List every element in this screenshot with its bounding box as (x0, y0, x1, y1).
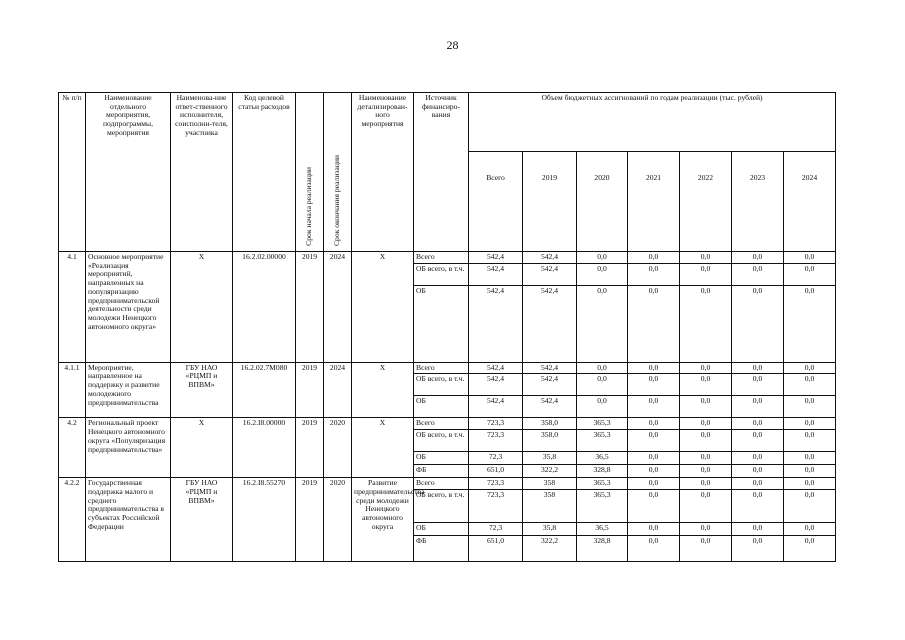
row-value: 542,4 (523, 263, 577, 285)
header-year: 2022 (680, 152, 732, 252)
row-value: 651,0 (469, 465, 523, 478)
row-value: 0,0 (784, 418, 836, 430)
header-year: 2024 (784, 152, 836, 252)
row-value: 0,0 (577, 252, 628, 264)
row-value: 0,0 (680, 535, 732, 561)
row-value: 723,3 (469, 418, 523, 430)
row-value: 0,0 (680, 478, 732, 490)
row-value: 0,0 (732, 430, 784, 452)
row-value: 0,0 (784, 489, 836, 522)
row-source: Всего (414, 362, 469, 374)
row-end: 2020 (324, 478, 352, 562)
row-value: 0,0 (680, 522, 732, 535)
row-value: 0,0 (732, 285, 784, 362)
row-value: 328,8 (577, 465, 628, 478)
row-value: 542,4 (469, 362, 523, 374)
row-value: 35,8 (523, 452, 577, 465)
row-code: 16.2.I8.55270 (233, 478, 296, 562)
row-value: 0,0 (784, 430, 836, 452)
header-start: Срок начала реализации (304, 167, 314, 246)
row-value: 0,0 (628, 535, 680, 561)
row-value: 0,0 (680, 263, 732, 285)
row-value: 542,4 (523, 374, 577, 396)
row-source: ОБ (414, 452, 469, 465)
row-code: 16.2.02.00000 (233, 252, 296, 363)
row-value: 0,0 (732, 374, 784, 396)
header-source: Источник финансиро-вания (414, 93, 469, 252)
row-source: ФБ (414, 465, 469, 478)
row-executor: X (171, 418, 233, 478)
row-value: 0,0 (784, 396, 836, 418)
row-value: 651,0 (469, 535, 523, 561)
row-value: 328,8 (577, 535, 628, 561)
row-source: Всего (414, 418, 469, 430)
row-value: 0,0 (628, 452, 680, 465)
row-detail: X (352, 362, 414, 418)
row-value: 36,5 (577, 452, 628, 465)
page-number: 28 (446, 38, 459, 52)
row-start: 2019 (296, 362, 324, 418)
row-executor: X (171, 252, 233, 363)
row-end: 2024 (324, 362, 352, 418)
row-value: 0,0 (577, 263, 628, 285)
row-value: 0,0 (784, 362, 836, 374)
header-year: 2021 (628, 152, 680, 252)
row-value: 365,3 (577, 430, 628, 452)
row-value: 0,0 (628, 374, 680, 396)
row-value: 0,0 (628, 263, 680, 285)
row-source: Всего (414, 478, 469, 490)
row-num: 4.1.1 (59, 362, 86, 418)
row-value: 723,3 (469, 430, 523, 452)
header-year: 2023 (732, 152, 784, 252)
row-value: 0,0 (784, 478, 836, 490)
row-value: 0,0 (628, 252, 680, 264)
row-source: ОБ всего, в т.ч. (414, 374, 469, 396)
row-source: ОБ всего, в т.ч. (414, 489, 469, 522)
header-detail: Наименование детализирован-ного мероприятия (352, 93, 414, 252)
row-value: 0,0 (680, 418, 732, 430)
row-value: 542,4 (469, 263, 523, 285)
row-value: 0,0 (732, 362, 784, 374)
row-value: 365,3 (577, 478, 628, 490)
row-value: 0,0 (680, 396, 732, 418)
header-year: Всего (469, 152, 523, 252)
row-value: 0,0 (577, 362, 628, 374)
row-start: 2019 (296, 478, 324, 562)
row-value: 322,2 (523, 535, 577, 561)
row-detail: X (352, 418, 414, 478)
row-value: 0,0 (732, 252, 784, 264)
row-start: 2019 (296, 418, 324, 478)
row-num: 4.2.2 (59, 478, 86, 562)
row-value: 72,3 (469, 522, 523, 535)
row-name: Основное мероприятие «Реализация мероприятий, направленных на популяризацию предпринимательской деятельности среди молодежи Ненецкого автономного округа» (86, 252, 171, 363)
row-value: 36,5 (577, 522, 628, 535)
row-value: 0,0 (784, 535, 836, 561)
row-value: 358,0 (523, 418, 577, 430)
row-value: 0,0 (628, 430, 680, 452)
row-value: 542,4 (469, 252, 523, 264)
row-value: 0,0 (628, 522, 680, 535)
row-value: 723,3 (469, 489, 523, 522)
row-value: 0,0 (680, 374, 732, 396)
row-value: 0,0 (577, 374, 628, 396)
row-value: 542,4 (469, 285, 523, 362)
row-value: 358 (523, 489, 577, 522)
row-start: 2019 (296, 252, 324, 363)
row-value: 0,0 (680, 430, 732, 452)
row-name: Мероприятие, направленное на поддержку и развитие молодежного предпринимательства (86, 362, 171, 418)
row-value: 0,0 (680, 252, 732, 264)
row-value: 0,0 (732, 465, 784, 478)
row-value: 723,3 (469, 478, 523, 490)
row-code: 16.2.I8.00000 (233, 418, 296, 478)
row-value: 542,4 (523, 285, 577, 362)
row-value: 0,0 (577, 285, 628, 362)
row-value: 0,0 (628, 396, 680, 418)
row-source: ОБ (414, 522, 469, 535)
header-year: 2020 (577, 152, 628, 252)
header-year: 2019 (523, 152, 577, 252)
row-value: 0,0 (784, 465, 836, 478)
row-value: 358 (523, 478, 577, 490)
row-name: Региональный проект Ненецкого автономного округа «Популяризация предпринимательства» (86, 418, 171, 478)
header-num: № п/п (59, 93, 86, 252)
row-value: 0,0 (680, 452, 732, 465)
header-code: Код целевой статьи расходов (233, 93, 296, 252)
table-row (59, 478, 836, 490)
row-value: 0,0 (732, 522, 784, 535)
row-value: 0,0 (680, 362, 732, 374)
row-source: ОБ всего, в т.ч. (414, 430, 469, 452)
budget-table (58, 92, 836, 562)
row-value: 365,3 (577, 489, 628, 522)
header-executor: Наименова-ние ответ-ственного исполнителя, соисполни-теля, участника (171, 93, 233, 252)
row-value: 0,0 (680, 465, 732, 478)
row-source: ОБ (414, 285, 469, 362)
row-name: Государственная поддержка малого и среднего предпринимательства в субъектах Российской Федерации (86, 478, 171, 562)
row-value: 0,0 (732, 452, 784, 465)
row-value: 0,0 (732, 418, 784, 430)
row-value: 0,0 (784, 522, 836, 535)
row-end: 2024 (324, 252, 352, 363)
row-value: 0,0 (628, 465, 680, 478)
row-num: 4.2 (59, 418, 86, 478)
row-value: 35,8 (523, 522, 577, 535)
row-value: 0,0 (680, 489, 732, 522)
row-value: 542,4 (523, 396, 577, 418)
row-value: 0,0 (732, 535, 784, 561)
row-value: 0,0 (732, 263, 784, 285)
row-code: 16.2.02.7М080 (233, 362, 296, 418)
row-value: 0,0 (628, 285, 680, 362)
row-value: 0,0 (628, 489, 680, 522)
row-value: 365,3 (577, 418, 628, 430)
row-detail: X (352, 252, 414, 363)
header-end: Срок окончания реализации (332, 154, 342, 246)
row-value: 542,4 (469, 396, 523, 418)
row-value: 542,4 (523, 362, 577, 374)
row-value: 0,0 (680, 285, 732, 362)
row-detail: Развитие предпринимательства среди молодежи Ненецкого автономного округа (352, 478, 414, 562)
row-value: 0,0 (784, 285, 836, 362)
row-end: 2020 (324, 418, 352, 478)
row-source: Всего (414, 252, 469, 264)
header-volume: Объем бюджетных ассигнований по годам реализации (тыс. рублей) (469, 93, 836, 152)
row-value: 358,0 (523, 430, 577, 452)
row-value: 0,0 (628, 362, 680, 374)
budget-table-body (59, 252, 836, 562)
row-value: 0,0 (784, 452, 836, 465)
row-value: 0,0 (732, 478, 784, 490)
row-source: ОБ всего, в т.ч. (414, 263, 469, 285)
row-value: 0,0 (732, 396, 784, 418)
table-row (59, 418, 836, 430)
row-value: 0,0 (732, 489, 784, 522)
row-value: 542,4 (469, 374, 523, 396)
row-value: 0,0 (784, 374, 836, 396)
table-row (59, 362, 836, 374)
row-num: 4.1 (59, 252, 86, 363)
row-value: 0,0 (577, 396, 628, 418)
row-executor: ГБУ НАО «РЦМП и ВПВМ» (171, 362, 233, 418)
row-value: 72,3 (469, 452, 523, 465)
row-value: 542,4 (523, 252, 577, 264)
row-source: ФБ (414, 535, 469, 561)
row-value: 322,2 (523, 465, 577, 478)
row-executor: ГБУ НАО «РЦМП и ВПВМ» (171, 478, 233, 562)
row-source: ОБ (414, 396, 469, 418)
row-value: 0,0 (784, 263, 836, 285)
table-row (59, 252, 836, 264)
header-name: Наименование отдельного мероприятия, подпрограммы, мероприятия (86, 93, 171, 252)
row-value: 0,0 (784, 252, 836, 264)
row-value: 0,0 (628, 418, 680, 430)
row-value: 0,0 (628, 478, 680, 490)
